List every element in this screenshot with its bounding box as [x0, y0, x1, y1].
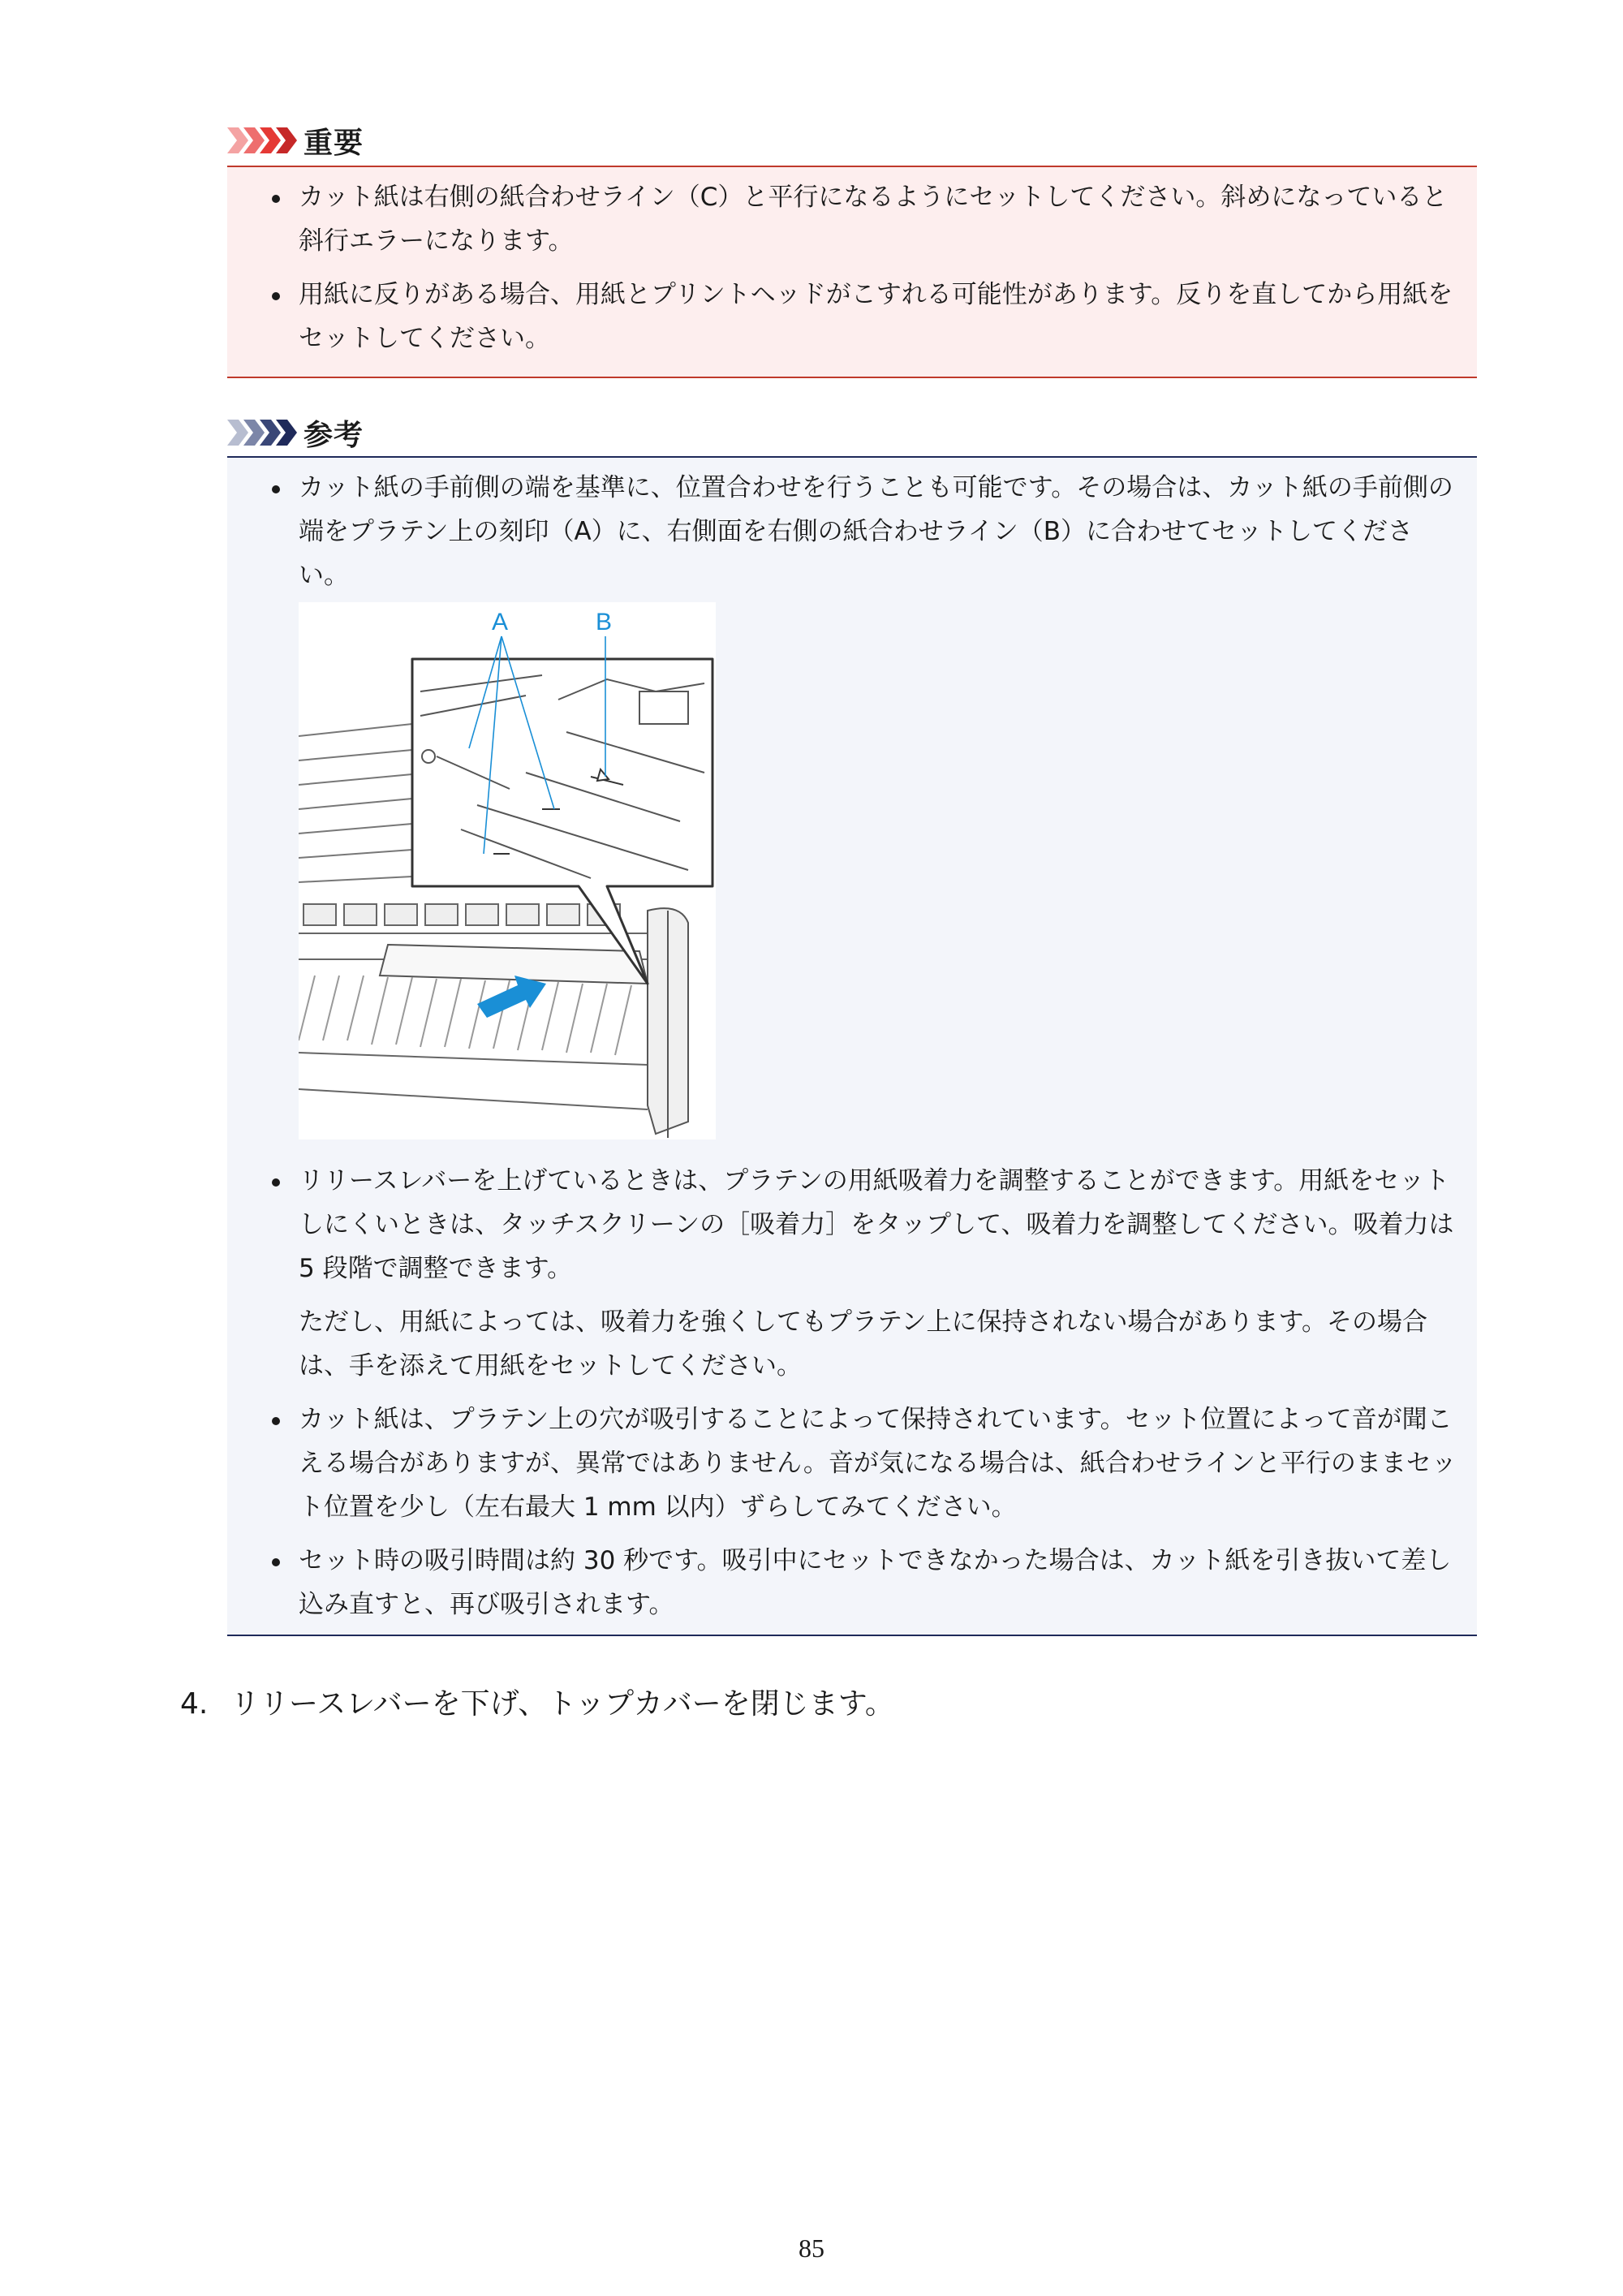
- reference-item: リリースレバーを上げているときは、プラテンの用紙吸着力を調整することができます。用紙をセットしにくいときは、タッチスクリーンの［吸着力］をタップして、吸着力を調整してください。吸着力は 5 段階で調整できます。: [227, 1159, 1461, 1290]
- reference-chevron-icon: [227, 418, 299, 447]
- step-number: 4.: [180, 1687, 209, 1721]
- reference-item: セット時の吸引時間は約 30 秒です。吸引中にセットできなかった場合は、カット紙を引き抜いて差し込み直すと、再び吸引されます。: [227, 1539, 1461, 1626]
- platen-alignment-illustration: [299, 602, 716, 1139]
- important-item: 用紙に反りがある場合、用紙とプリントヘッドがこすれる可能性があります。反りを直してから用紙をセットしてください。: [227, 273, 1477, 360]
- reference-item: カット紙の手前側の端を基準に、位置合わせを行うことも可能です。その場合は、カット紙の手前側の端をプラテン上の刻印（A）に、右側面を右側の紙合わせライン（B）に合わせてセットしてください。: [227, 466, 1461, 597]
- important-title: 重要: [304, 126, 364, 160]
- step-text: リリースレバーを下げ、トップカバーを閉じます。: [230, 1687, 894, 1721]
- important-chevron-icon: [227, 126, 299, 155]
- important-heading: [227, 120, 364, 161]
- label-a: A: [492, 609, 509, 635]
- reference-bottom-rule: [227, 1635, 1477, 1636]
- important-item: カット紙は右側の紙合わせライン（C）と平行になるようにセットしてください。斜めになっていると斜行エラーになります。: [227, 175, 1477, 263]
- important-box: [227, 167, 1477, 377]
- reference-item-subparagraph: ただし、用紙によっては、吸着力を強くしてもプラテン上に保持されない場合があります。その場合は、手を添えて用紙をセットしてください。: [299, 1307, 1427, 1381]
- reference-title: 参考: [304, 418, 364, 452]
- reference-heading: [227, 412, 364, 453]
- reference-item: カット紙は、プラテン上の穴が吸引することによって保持されています。セット位置によって音が聞こえる場合がありますが、異常ではありません。音が気になる場合は、紙合わせラインと平行のままセット位置を少し（左右最大 1 mm 以内）ずらしてみてください。: [227, 1398, 1461, 1529]
- label-b: B: [596, 609, 613, 635]
- important-bottom-rule: [227, 377, 1477, 378]
- page-number: 85: [799, 2234, 824, 2263]
- step-item: [180, 1682, 894, 1727]
